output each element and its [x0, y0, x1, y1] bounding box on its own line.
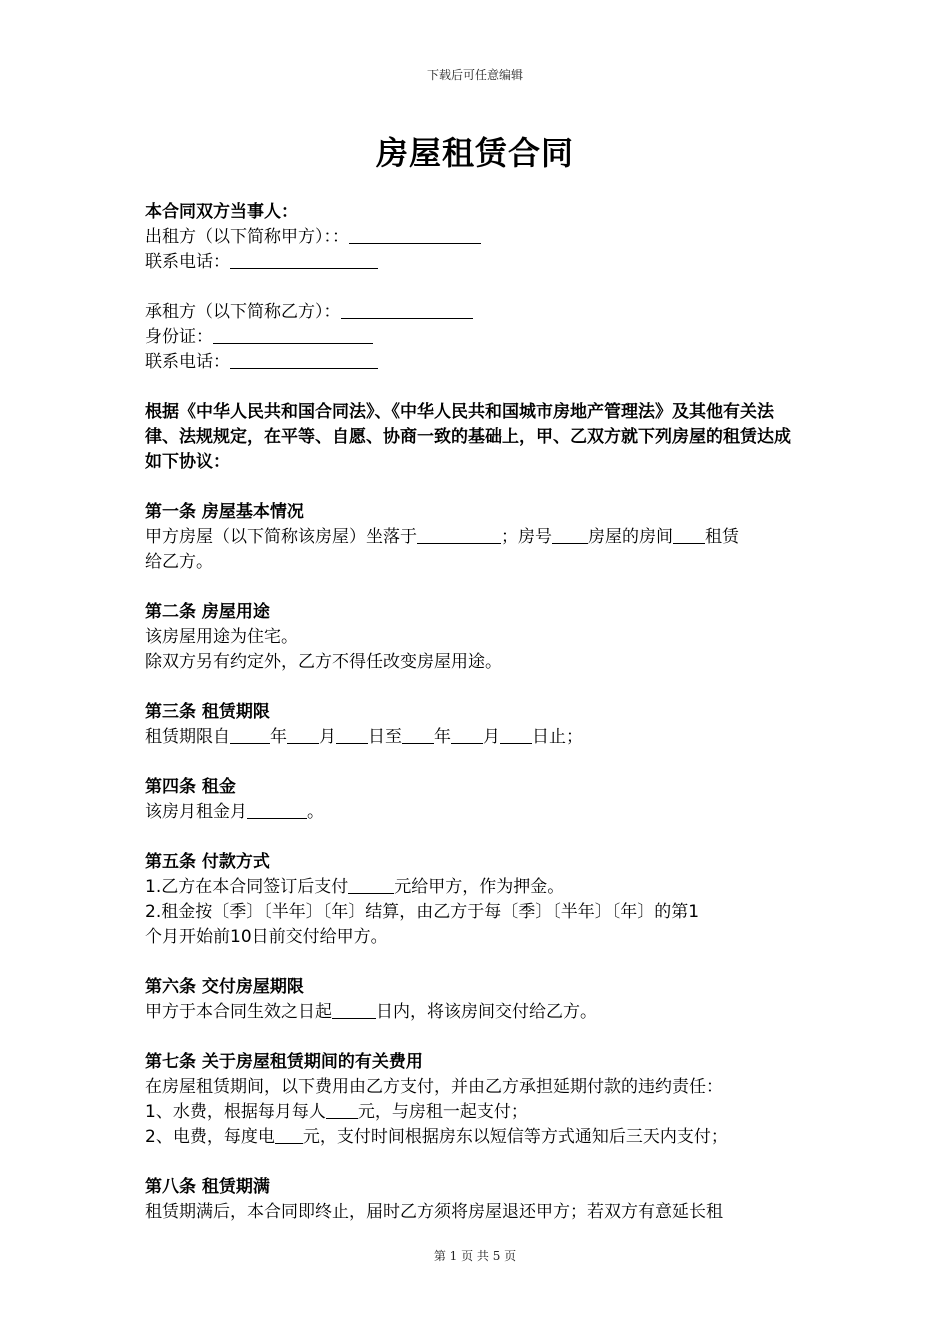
deposit-blank[interactable]: [348, 875, 394, 894]
article-3-text: 年: [434, 727, 451, 747]
electricity-fee-blank[interactable]: [275, 1125, 303, 1144]
lessee-label: 承租方（以下简称乙方）：: [145, 302, 341, 322]
article-8-line-1: 租赁期满后，本合同即终止，届时乙方须将房屋退还甲方；若双方有意延长租: [145, 1202, 723, 1222]
lessee-phone-line: [145, 350, 805, 375]
article-7-line-1: 在房屋租赁期间，以下费用由乙方支付，并由乙方承担延期付款的违约责任：: [145, 1077, 723, 1097]
article-2-heading: 第二条 房屋用途: [145, 602, 270, 622]
end-day-blank[interactable]: [500, 725, 532, 744]
article-1-text: 房屋的房间: [588, 527, 673, 547]
header-note: 下载后可任意编辑: [426, 68, 523, 82]
spacer: [145, 675, 805, 700]
article-3-line: [145, 725, 805, 750]
spacer: [145, 575, 805, 600]
lessee-phone-label: 联系电话：: [145, 352, 230, 372]
article-4-text: 。: [307, 802, 324, 822]
article-5-item-2-cont: 个月开始前10日前交付给甲方。: [145, 927, 388, 947]
article-6-text: 甲方于本合同生效之日起: [145, 1002, 332, 1022]
rent-blank[interactable]: [247, 800, 307, 819]
spacer: [145, 375, 805, 400]
article-1-text: 租赁: [705, 527, 739, 547]
article-4-text: 该房月租金月: [145, 802, 247, 822]
page-title: 房屋租赁合同: [375, 134, 574, 172]
lessor-phone-line: [145, 250, 805, 275]
article-1-text: 给乙方。: [145, 552, 213, 572]
article-3-text: 日至: [368, 727, 402, 747]
lessor-phone-blank[interactable]: [230, 250, 378, 269]
lessee-id-label: 身份证：: [145, 327, 213, 347]
article-7-item-1: [145, 1100, 805, 1125]
article-6-text: 日内，将该房间交付给乙方。: [376, 1002, 597, 1022]
lessee-phone-blank[interactable]: [230, 350, 378, 369]
spacer: [145, 475, 805, 500]
lessor-phone-label: 联系电话：: [145, 252, 230, 272]
room-blank[interactable]: [673, 525, 705, 544]
spacer: [145, 950, 805, 975]
lessor-line: [145, 225, 805, 250]
article-2-line-1: 该房屋用途为住宅。: [145, 627, 298, 647]
delivery-days-blank[interactable]: [332, 1000, 376, 1019]
article-5-text: 1.乙方在本合同签订后支付: [145, 877, 349, 897]
article-5-heading: 第五条 付款方式: [145, 852, 270, 872]
start-month-blank[interactable]: [287, 725, 319, 744]
address-blank[interactable]: [417, 525, 501, 544]
article-5-item-1: [145, 875, 805, 900]
article-7-text: 2、电费，每度电: [145, 1127, 275, 1147]
lessor-blank[interactable]: [349, 225, 481, 244]
contract-body: [145, 200, 805, 1225]
start-year-blank[interactable]: [230, 725, 270, 744]
lessee-id-line: [145, 325, 805, 350]
article-3-text: 租赁期限自: [145, 727, 230, 747]
article-4-heading: 第四条 租金: [145, 777, 236, 797]
article-3-text: 年: [270, 727, 287, 747]
article-6-line: [145, 1000, 805, 1025]
page-footer: 第 1 页 共 5 页: [433, 1249, 517, 1263]
spacer: [145, 275, 805, 300]
lessee-id-blank[interactable]: [213, 325, 373, 344]
article-1-text: ；房号: [501, 527, 552, 547]
article-4-line: [145, 800, 805, 825]
article-5-text: 元给甲方，作为押金。: [394, 877, 565, 897]
lessor-label: 出租方（以下简称甲方）：：: [145, 227, 349, 247]
lessee-line: [145, 300, 805, 325]
article-7-text: 1、水费，根据每月每人: [145, 1102, 326, 1122]
end-year-blank[interactable]: [402, 725, 434, 744]
spacer: [145, 1025, 805, 1050]
article-3-text: 月: [319, 727, 336, 747]
start-day-blank[interactable]: [336, 725, 368, 744]
water-fee-blank[interactable]: [326, 1100, 358, 1119]
article-5-item-2: 2.租金按〔季〕〔半年〕〔年〕结算，由乙方于每〔季〕〔半年〕〔年〕的第1: [145, 902, 700, 922]
preamble: 根据《中华人民共和国合同法》、《中华人民共和国城市房地产管理法》及其他有关法律、法规规定，在平等、自愿、协商一致的基础上，甲、乙双方就下列房屋的租赁达成如下协议：: [145, 402, 791, 472]
article-7-heading: 第七条 关于房屋租赁期间的有关费用: [145, 1052, 423, 1072]
spacer: [145, 825, 805, 850]
article-7-text: 元，支付时间根据房东以短信等方式通知后三天内支付；: [302, 1127, 728, 1147]
lessee-blank[interactable]: [341, 300, 473, 319]
article-1-text: 甲方房屋（以下简称该房屋）坐落于: [145, 527, 417, 547]
parties-heading: 本合同双方当事人：: [145, 202, 298, 222]
article-8-heading: 第八条 租赁期满: [145, 1177, 270, 1197]
spacer: [145, 1150, 805, 1175]
article-3-heading: 第三条 租赁期限: [145, 702, 270, 722]
article-1-line: [145, 525, 805, 550]
article-1-heading: 第一条 房屋基本情况: [145, 502, 304, 522]
spacer: [145, 750, 805, 775]
end-month-blank[interactable]: [451, 725, 483, 744]
article-2-line-2: 除双方另有约定外，乙方不得任改变房屋用途。: [145, 652, 502, 672]
article-3-text: 月: [483, 727, 500, 747]
room-number-blank[interactable]: [552, 525, 588, 544]
article-7-item-2: [145, 1125, 805, 1150]
article-6-heading: 第六条 交付房屋期限: [145, 977, 304, 997]
article-3-text: 日止；: [532, 727, 583, 747]
article-7-text: 元，与房租一起支付；: [357, 1102, 528, 1122]
